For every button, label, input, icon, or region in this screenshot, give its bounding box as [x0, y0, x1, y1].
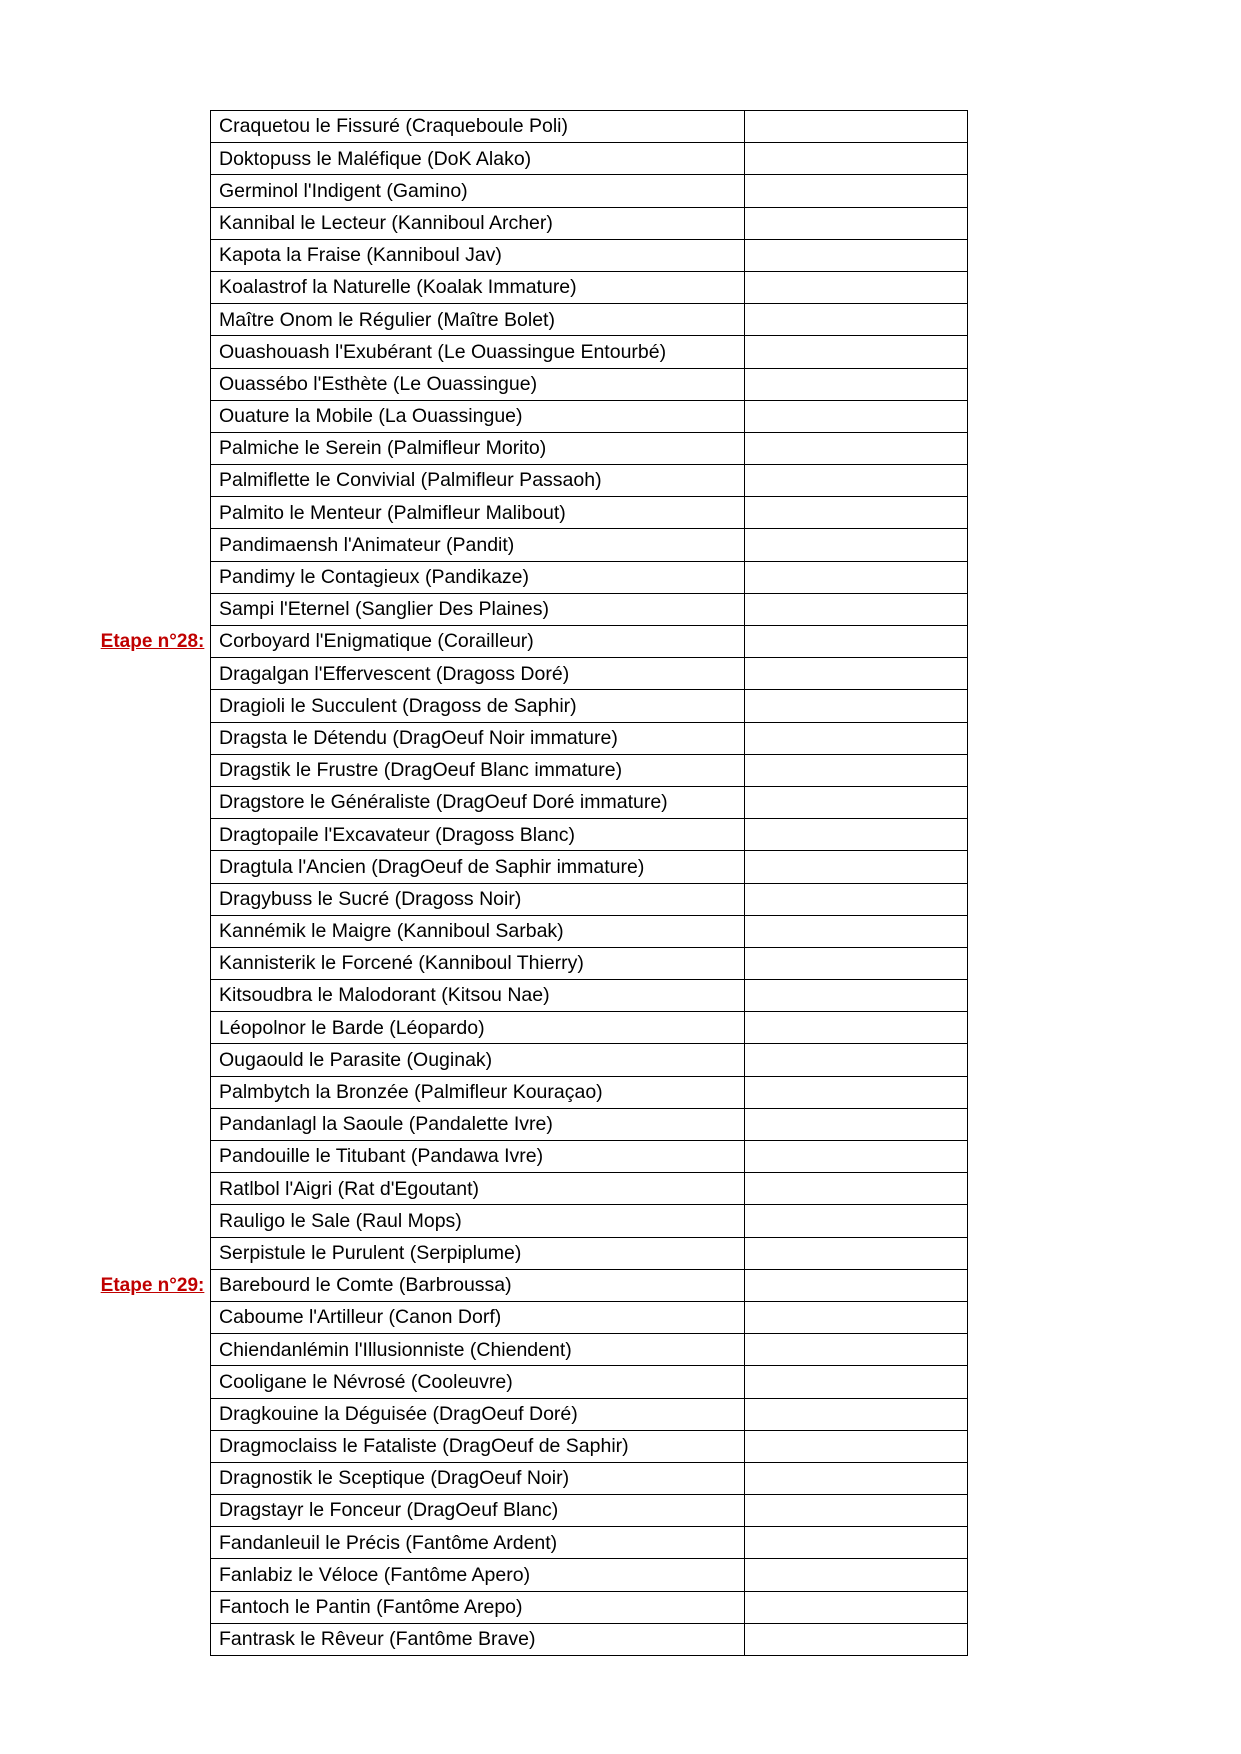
checkbox-cell[interactable] [745, 915, 968, 947]
step-label-cell [95, 207, 211, 239]
step-label-cell [95, 239, 211, 271]
step-label-cell [95, 1108, 211, 1140]
table-row [95, 497, 1153, 529]
table-row [95, 1108, 1153, 1140]
checkbox-cell[interactable] [745, 400, 968, 432]
checkbox-cell[interactable] [745, 1623, 968, 1655]
table-row [95, 271, 1153, 303]
monster-name-cell: Chiendanlémin l'Illusionniste (Chiendent) [211, 1334, 745, 1366]
table-row [95, 754, 1153, 786]
monster-name-cell: Pandouille le Titubant (Pandawa Ivre) [211, 1141, 745, 1173]
checkbox-cell[interactable] [745, 239, 968, 271]
margin-cell [968, 529, 1154, 561]
checkbox-cell[interactable] [745, 529, 968, 561]
checkbox-cell[interactable] [745, 658, 968, 690]
margin-cell [968, 111, 1154, 143]
checkbox-cell[interactable] [745, 1237, 968, 1269]
monster-name-cell: Dragalgan l'Effervescent (Dragoss Doré) [211, 658, 745, 690]
step-label-cell [95, 368, 211, 400]
checkbox-cell[interactable] [745, 1044, 968, 1076]
monster-name-cell: Dragioli le Succulent (Dragoss de Saphir) [211, 690, 745, 722]
monster-name-cell: Kannisterik le Forcené (Kanniboul Thierry) [211, 947, 745, 979]
margin-cell [968, 754, 1154, 786]
margin-cell [968, 915, 1154, 947]
table-row [95, 1076, 1153, 1108]
table-row [95, 561, 1153, 593]
table-row [95, 1301, 1153, 1333]
step-label-cell [95, 529, 211, 561]
checkbox-cell[interactable] [745, 1591, 968, 1623]
margin-cell [968, 1141, 1154, 1173]
margin-cell [968, 1559, 1154, 1591]
step-label-cell [95, 1527, 211, 1559]
table-row [95, 658, 1153, 690]
step-label-cell [95, 1076, 211, 1108]
table-row [95, 1237, 1153, 1269]
monster-name-cell: Ougaould le Parasite (Ouginak) [211, 1044, 745, 1076]
checkbox-cell[interactable] [745, 1334, 968, 1366]
table-row [95, 819, 1153, 851]
step-label-cell [95, 1430, 211, 1462]
margin-cell [968, 1044, 1154, 1076]
checkbox-cell[interactable] [745, 1269, 968, 1301]
step-label-cell [95, 819, 211, 851]
margin-cell [968, 561, 1154, 593]
margin-cell [968, 1334, 1154, 1366]
monster-name-cell: Sampi l'Eternel (Sanglier Des Plaines) [211, 593, 745, 625]
checkbox-cell[interactable] [745, 368, 968, 400]
monster-name-cell: Palmiflette le Convivial (Palmifleur Passaoh) [211, 465, 745, 497]
margin-cell [968, 1462, 1154, 1494]
table-row [95, 304, 1153, 336]
monster-name-cell: Cooligane le Névrosé (Cooleuvre) [211, 1366, 745, 1398]
checkbox-cell[interactable] [745, 1205, 968, 1237]
step-label-cell [95, 915, 211, 947]
monster-name-cell: Corboyard l'Enigmatique (Corailleur) [211, 626, 745, 658]
monster-name-cell: Fanlabiz le Véloce (Fantôme Apero) [211, 1559, 745, 1591]
step-label-cell [95, 722, 211, 754]
monster-name-cell: Dragtopaile l'Excavateur (Dragoss Blanc) [211, 819, 745, 851]
checkbox-cell[interactable] [745, 1173, 968, 1205]
step-label-cell [95, 883, 211, 915]
step-label: Etape n°28: [100, 631, 205, 653]
monster-name-cell: Palmito le Menteur (Palmifleur Malibout) [211, 497, 745, 529]
checkbox-cell[interactable] [745, 1398, 968, 1430]
table-row [95, 1591, 1153, 1623]
margin-cell [968, 722, 1154, 754]
table-row [95, 980, 1153, 1012]
step-label-cell [95, 690, 211, 722]
checkbox-cell[interactable] [745, 786, 968, 818]
monster-name-cell: Ouashouash l'Exubérant (Le Ouassingue Entourbé) [211, 336, 745, 368]
monster-name-cell: Léopolnor le Barde (Léopardo) [211, 1012, 745, 1044]
step-label-cell [95, 432, 211, 464]
monster-name-cell: Ouassébo l'Esthète (Le Ouassingue) [211, 368, 745, 400]
step-label-cell [95, 1269, 211, 1301]
step-label: Etape n°29: [100, 1274, 205, 1296]
step-label-cell [95, 1591, 211, 1623]
table-row [95, 1495, 1153, 1527]
table-row [95, 1623, 1153, 1655]
monster-name-cell: Fandanleuil le Précis (Fantôme Ardent) [211, 1527, 745, 1559]
checkbox-cell[interactable] [745, 626, 968, 658]
checkbox-cell[interactable] [745, 1076, 968, 1108]
step-label-cell [95, 754, 211, 786]
margin-cell [968, 1205, 1154, 1237]
step-label-cell [95, 465, 211, 497]
table-body [95, 111, 1153, 1656]
step-label-cell [95, 271, 211, 303]
archimonster-checklist-table [95, 110, 1153, 1656]
margin-cell [968, 368, 1154, 400]
step-label-cell [95, 304, 211, 336]
margin-cell [968, 1623, 1154, 1655]
table-row [95, 1462, 1153, 1494]
margin-cell [968, 1269, 1154, 1301]
checkbox-cell[interactable] [745, 1495, 968, 1527]
monster-name-cell: Pandimy le Contagieux (Pandikaze) [211, 561, 745, 593]
table-row [95, 400, 1153, 432]
checkbox-cell[interactable] [745, 851, 968, 883]
margin-cell [968, 1430, 1154, 1462]
margin-cell [968, 626, 1154, 658]
step-label-cell [95, 1141, 211, 1173]
monster-name-cell: Germinol l'Indigent (Gamino) [211, 175, 745, 207]
table-row [95, 1398, 1153, 1430]
checkbox-cell[interactable] [745, 271, 968, 303]
checkbox-cell[interactable] [745, 1012, 968, 1044]
table-row [95, 1205, 1153, 1237]
table-row [95, 690, 1153, 722]
table-row [95, 368, 1153, 400]
monster-name-cell: Dragtula l'Ancien (DragOeuf de Saphir immature) [211, 851, 745, 883]
step-label-cell [95, 1173, 211, 1205]
monster-name-cell: Kitsoudbra le Malodorant (Kitsou Nae) [211, 980, 745, 1012]
step-label-cell [95, 111, 211, 143]
margin-cell [968, 658, 1154, 690]
table-row [95, 432, 1153, 464]
table-row [95, 722, 1153, 754]
step-label-cell [95, 851, 211, 883]
margin-cell [968, 239, 1154, 271]
checkbox-cell[interactable] [745, 593, 968, 625]
step-label-cell [95, 1366, 211, 1398]
margin-cell [968, 883, 1154, 915]
monster-name-cell: Pandanlagl la Saoule (Pandalette Ivre) [211, 1108, 745, 1140]
checkbox-cell[interactable] [745, 175, 968, 207]
table-row [95, 1527, 1153, 1559]
table-row [95, 947, 1153, 979]
table-row [95, 175, 1153, 207]
margin-cell [968, 271, 1154, 303]
step-label-cell [95, 1301, 211, 1333]
step-label-cell [95, 175, 211, 207]
checkbox-cell[interactable] [745, 819, 968, 851]
checkbox-cell[interactable] [745, 561, 968, 593]
step-label-cell [95, 1559, 211, 1591]
table-row [95, 1430, 1153, 1462]
checkbox-cell[interactable] [745, 754, 968, 786]
margin-cell [968, 786, 1154, 818]
margin-cell [968, 143, 1154, 175]
table-row [95, 143, 1153, 175]
step-label-cell [95, 143, 211, 175]
monster-name-cell: Serpistule le Purulent (Serpiplume) [211, 1237, 745, 1269]
monster-name-cell: Doktopuss le Maléfique (DoK Alako) [211, 143, 745, 175]
table-row [95, 1366, 1153, 1398]
step-label-cell [95, 1205, 211, 1237]
checkbox-cell[interactable] [745, 722, 968, 754]
margin-cell [968, 304, 1154, 336]
monster-name-cell: Ratlbol l'Aigri (Rat d'Egoutant) [211, 1173, 745, 1205]
checkbox-cell[interactable] [745, 432, 968, 464]
checkbox-cell[interactable] [745, 465, 968, 497]
step-label-cell [95, 1495, 211, 1527]
step-label-cell [95, 593, 211, 625]
table-row [95, 1173, 1153, 1205]
monster-name-cell: Ouature la Mobile (La Ouassingue) [211, 400, 745, 432]
checkbox-cell[interactable] [745, 1108, 968, 1140]
step-label-cell [95, 336, 211, 368]
monster-name-cell: Dragybuss le Sucré (Dragoss Noir) [211, 883, 745, 915]
margin-cell [968, 1076, 1154, 1108]
monster-name-cell: Caboume l'Artilleur (Canon Dorf) [211, 1301, 745, 1333]
checkbox-cell[interactable] [745, 1366, 968, 1398]
monster-name-cell: Dragnostik le Sceptique (DragOeuf Noir) [211, 1462, 745, 1494]
monster-name-cell: Dragmoclaiss le Fataliste (DragOeuf de Saphir) [211, 1430, 745, 1462]
margin-cell [968, 400, 1154, 432]
margin-cell [968, 1495, 1154, 1527]
step-label-cell [95, 400, 211, 432]
monster-name-cell: Maître Onom le Régulier (Maître Bolet) [211, 304, 745, 336]
step-label-cell [95, 1334, 211, 1366]
table-row [95, 1334, 1153, 1366]
checkbox-cell[interactable] [745, 980, 968, 1012]
monster-name-cell: Dragkouine la Déguisée (DragOeuf Doré) [211, 1398, 745, 1430]
checkbox-cell[interactable] [745, 497, 968, 529]
table-row [95, 207, 1153, 239]
step-label-cell [95, 1044, 211, 1076]
table-row [95, 851, 1153, 883]
margin-cell [968, 465, 1154, 497]
table-row [95, 529, 1153, 561]
table-row [95, 883, 1153, 915]
monster-name-cell: Dragsta le Détendu (DragOeuf Noir immature) [211, 722, 745, 754]
checkbox-cell[interactable] [745, 883, 968, 915]
monster-name-cell: Kapota la Fraise (Kanniboul Jav) [211, 239, 745, 271]
step-label-cell [95, 561, 211, 593]
step-label-cell [95, 1237, 211, 1269]
monster-name-cell: Craquetou le Fissuré (Craqueboule Poli) [211, 111, 745, 143]
margin-cell [968, 690, 1154, 722]
margin-cell [968, 1301, 1154, 1333]
margin-cell [968, 1237, 1154, 1269]
table-row [95, 1141, 1153, 1173]
checkbox-cell[interactable] [745, 336, 968, 368]
monster-name-cell: Palmiche le Serein (Palmifleur Morito) [211, 432, 745, 464]
checkbox-cell[interactable] [745, 690, 968, 722]
table-row [95, 336, 1153, 368]
margin-cell [968, 1398, 1154, 1430]
table-row [95, 593, 1153, 625]
step-label-cell [95, 1398, 211, 1430]
table-row [95, 1012, 1153, 1044]
monster-name-cell: Dragstayr le Fonceur (DragOeuf Blanc) [211, 1495, 745, 1527]
monster-name-cell: Kannémik le Maigre (Kanniboul Sarbak) [211, 915, 745, 947]
monster-name-cell: Fantoch le Pantin (Fantôme Arepo) [211, 1591, 745, 1623]
checkbox-cell[interactable] [745, 1301, 968, 1333]
margin-cell [968, 1591, 1154, 1623]
monster-name-cell: Palmbytch la Bronzée (Palmifleur Kouraçao) [211, 1076, 745, 1108]
checkbox-cell[interactable] [745, 304, 968, 336]
margin-cell [968, 851, 1154, 883]
checkbox-cell[interactable] [745, 1527, 968, 1559]
step-label-cell [95, 1012, 211, 1044]
table-row [95, 111, 1153, 143]
table-row [95, 1269, 1153, 1301]
margin-cell [968, 1108, 1154, 1140]
step-label-cell [95, 1462, 211, 1494]
checkbox-cell[interactable] [745, 947, 968, 979]
table-row [95, 915, 1153, 947]
checkbox-cell[interactable] [745, 1462, 968, 1494]
checkbox-cell[interactable] [745, 143, 968, 175]
margin-cell [968, 819, 1154, 851]
margin-cell [968, 947, 1154, 979]
margin-cell [968, 432, 1154, 464]
monster-name-cell: Pandimaensh l'Animateur (Pandit) [211, 529, 745, 561]
margin-cell [968, 175, 1154, 207]
margin-cell [968, 1527, 1154, 1559]
monster-name-cell: Kannibal le Lecteur (Kanniboul Archer) [211, 207, 745, 239]
step-label-cell [95, 947, 211, 979]
checkbox-cell[interactable] [745, 1430, 968, 1462]
monster-name-cell: Dragstik le Frustre (DragOeuf Blanc immature) [211, 754, 745, 786]
checkbox-cell[interactable] [745, 207, 968, 239]
table-row [95, 1559, 1153, 1591]
monster-name-cell: Dragstore le Généraliste (DragOeuf Doré immature) [211, 786, 745, 818]
table-row [95, 1044, 1153, 1076]
margin-cell [968, 1012, 1154, 1044]
checkbox-cell[interactable] [745, 111, 968, 143]
step-label-cell [95, 626, 211, 658]
step-label-cell [95, 497, 211, 529]
monster-name-cell: Rauligo le Sale (Raul Mops) [211, 1205, 745, 1237]
step-label-cell [95, 658, 211, 690]
step-label-cell [95, 1623, 211, 1655]
table-row [95, 465, 1153, 497]
margin-cell [968, 336, 1154, 368]
monster-name-cell: Koalastrof la Naturelle (Koalak Immature) [211, 271, 745, 303]
monster-name-cell: Fantrask le Rêveur (Fantôme Brave) [211, 1623, 745, 1655]
margin-cell [968, 1173, 1154, 1205]
checkbox-cell[interactable] [745, 1559, 968, 1591]
step-label-cell [95, 980, 211, 1012]
step-label-cell [95, 786, 211, 818]
margin-cell [968, 1366, 1154, 1398]
margin-cell [968, 980, 1154, 1012]
margin-cell [968, 497, 1154, 529]
margin-cell [968, 593, 1154, 625]
table-row [95, 786, 1153, 818]
margin-cell [968, 207, 1154, 239]
monster-name-cell: Barebourd le Comte (Barbroussa) [211, 1269, 745, 1301]
table-row [95, 239, 1153, 271]
table-row [95, 626, 1153, 658]
checkbox-cell[interactable] [745, 1141, 968, 1173]
